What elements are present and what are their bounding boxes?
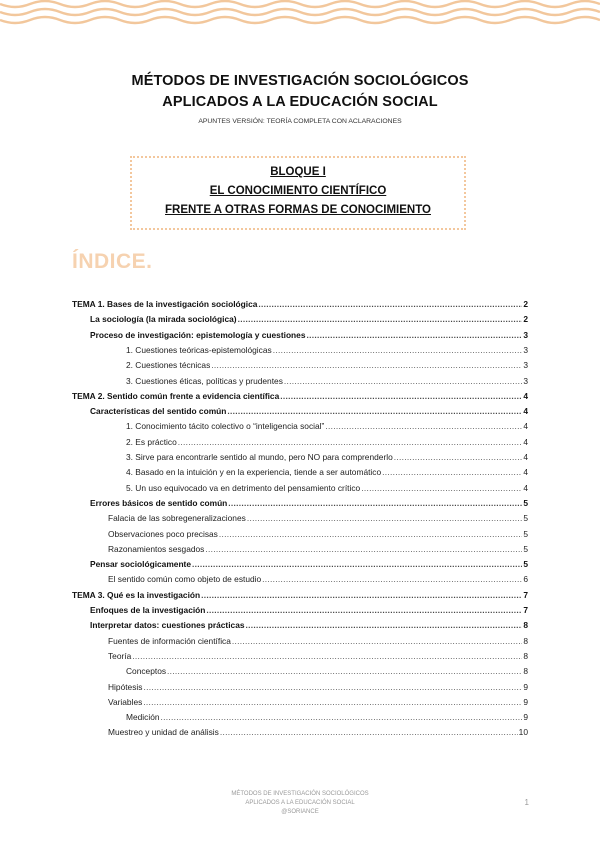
toc-entry-page: 8: [523, 650, 528, 661]
document-title-line1: MÉTODOS DE INVESTIGACIÓN SOCIOLÓGICOS: [131, 73, 469, 89]
toc-leader-dots: [205, 544, 522, 554]
toc-entry-page: 5: [523, 513, 528, 524]
toc-leader-dots: [228, 498, 522, 508]
toc-entry-label: Razonamientos sesgados: [108, 543, 205, 554]
toc-leader-dots: [325, 421, 522, 431]
bloque-box: [130, 156, 466, 230]
toc-entry[interactable]: [126, 437, 528, 447]
index-heading: ÍNDICE.: [72, 250, 153, 273]
toc-leader-dots: [211, 360, 522, 370]
toc-entry[interactable]: [108, 682, 528, 692]
toc-leader-dots: [232, 636, 522, 646]
toc-entry[interactable]: [108, 529, 528, 539]
toc-entry[interactable]: [126, 376, 528, 386]
toc-entry-label: 2. Cuestiones técnicas: [126, 360, 211, 371]
toc-entry-page: 5: [523, 559, 528, 570]
toc-entry-label: 4. Basado en la intuición y en la experiencia, tiende a ser automático: [126, 467, 382, 478]
toc-leader-dots: [143, 697, 522, 707]
toc-entry-label: Hipótesis: [108, 681, 143, 692]
toc-leader-dots: [238, 314, 523, 324]
toc-entry-page: 9: [523, 712, 528, 723]
footer-line1: MÉTODOS DE INVESTIGACIÓN SOCIOLÓGICOS: [231, 791, 369, 797]
toc-entry-label: Falacia de las sobregeneralizaciones: [108, 513, 246, 524]
toc-entry[interactable]: [108, 513, 528, 523]
page-number: 1: [524, 798, 529, 807]
toc-entry-label: Medición: [126, 712, 160, 723]
toc-leader-dots: [258, 299, 522, 309]
toc-leader-dots: [167, 666, 522, 676]
toc-entry-page: 7: [523, 589, 528, 600]
toc-entry-label: Errores básicos de sentido común: [90, 497, 228, 508]
toc-entry[interactable]: [72, 299, 528, 309]
toc-entry-label: TEMA 3. Qué es la investigación: [72, 589, 201, 600]
toc-entry-page: 6: [523, 574, 528, 585]
toc-entry-label: 3. Sirve para encontrarle sentido al mundo, pero NO para comprenderlo: [126, 452, 393, 462]
bloque-line2: EL CONOCIMIENTO CIENTÍFICO: [209, 185, 387, 197]
document-subtitle: APUNTES VERSIÓN: TEORÍA COMPLETA CON ACLARACIONES: [198, 118, 402, 125]
toc-entry-label: 5. Un uso equivocado va en detrimento del pensamiento crítico: [126, 482, 361, 493]
footer-line2: APLICADOS A LA EDUCACIÓN SOCIAL: [245, 800, 355, 806]
toc-entry-label: Teoría: [108, 650, 132, 661]
toc-entry-page: 4: [523, 390, 528, 401]
toc-entry[interactable]: [90, 605, 528, 615]
toc-leader-dots: [219, 529, 522, 539]
toc-entry[interactable]: [72, 590, 528, 600]
toc-entry-label: 1. Cuestiones teóricas-epistemológicas: [126, 344, 272, 355]
toc-entry-page: 8: [523, 635, 528, 646]
toc-entry-page: 3: [523, 360, 528, 371]
toc-leader-dots: [361, 483, 522, 493]
toc-entry-label: Muestreo y unidad de análisis: [108, 727, 219, 738]
toc-entry-label: TEMA 1. Bases de la investigación sociológica: [72, 299, 258, 309]
toc-entry-page: 4: [523, 421, 528, 432]
toc-entry-label: Características del sentido común: [90, 406, 227, 417]
toc-leader-dots: [273, 345, 523, 355]
toc-entry-page: 5: [523, 528, 528, 539]
toc-entry[interactable]: [126, 712, 528, 722]
toc-entry[interactable]: [90, 620, 528, 630]
toc-leader-dots: [161, 712, 523, 722]
toc-entry-page: 3: [523, 329, 528, 340]
toc-leader-dots: [192, 559, 522, 569]
toc-entry[interactable]: [90, 314, 528, 324]
toc-entry[interactable]: [126, 421, 528, 431]
toc-entry-page: 4: [523, 482, 528, 493]
footer-line3: @SORIANCE: [281, 809, 319, 815]
toc-leader-dots: [382, 467, 522, 477]
toc-entry-label: El sentido común como objeto de estudio: [108, 574, 262, 585]
bloque-line3: FRENTE A OTRAS FORMAS DE CONOCIMIENTO: [165, 204, 431, 216]
toc-leader-dots: [280, 391, 522, 401]
toc-entry[interactable]: [108, 697, 528, 707]
toc-entry-page: 3: [523, 344, 528, 355]
toc-entry[interactable]: [108, 636, 528, 646]
toc-entry-page: 5: [523, 543, 528, 554]
toc-entry-label: Enfoques de la investigación: [90, 605, 206, 615]
toc-leader-dots: [201, 590, 522, 600]
bloque-line1: BLOQUE I: [270, 166, 326, 178]
toc-leader-dots: [178, 437, 523, 447]
toc-leader-dots: [247, 513, 523, 523]
toc-leader-dots: [262, 574, 522, 584]
toc-entry[interactable]: [126, 360, 528, 370]
toc-entry-page: 7: [523, 605, 528, 615]
toc-entry-label: Conceptos: [126, 666, 167, 677]
toc-leader-dots: [206, 605, 522, 615]
toc-leader-dots: [246, 620, 523, 630]
toc-entry[interactable]: [126, 467, 528, 477]
toc-entry-label: Variables: [108, 696, 143, 707]
toc-entry[interactable]: [90, 498, 528, 508]
toc-entry[interactable]: [126, 666, 528, 676]
document-title-line2: APLICADOS A LA EDUCACIÓN SOCIAL: [162, 94, 438, 110]
toc-entry-label: 1. Conocimiento tácito colectivo o “inteligencia social”: [126, 421, 325, 432]
toc-leader-dots: [143, 682, 522, 692]
toc-entry[interactable]: [108, 651, 528, 661]
toc-leader-dots: [284, 376, 522, 386]
toc-entry[interactable]: [126, 452, 528, 462]
toc-entry[interactable]: [126, 483, 528, 493]
toc-entry-page: 4: [523, 406, 528, 417]
toc-entry-page: 9: [523, 696, 528, 707]
toc-entry-page: 8: [523, 666, 528, 677]
toc-entry[interactable]: [108, 544, 528, 554]
toc-entry-label: 3. Cuestiones éticas, políticas y prudentes: [126, 375, 283, 386]
toc-entry-page: 4: [523, 436, 528, 447]
toc-entry-page: 9: [523, 681, 528, 692]
toc-entry-page: 2: [523, 299, 528, 309]
toc-entry-label: Fuentes de información científica: [108, 635, 231, 646]
toc-leader-dots: [132, 651, 522, 661]
toc-entry-label: Pensar sociológicamente: [90, 559, 192, 570]
toc-entry[interactable]: [90, 406, 528, 416]
toc-entry-label: Proceso de investigación: epistemología y cuestiones: [90, 329, 306, 340]
toc-entry[interactable]: [90, 559, 528, 569]
toc-entry[interactable]: [126, 345, 528, 355]
toc-leader-dots: [307, 330, 523, 340]
toc-entry-page: 8: [523, 620, 528, 631]
toc-entry-page: 3: [523, 375, 528, 386]
toc-entry-page: 5: [523, 497, 528, 508]
toc-entry-label: Interpretar datos: cuestiones prácticas: [90, 620, 245, 631]
toc-entry-label: TEMA 2. Sentido común frente a evidencia científica: [72, 390, 280, 401]
toc-leader-dots: [227, 406, 522, 416]
toc-entry-page: 10: [518, 727, 528, 738]
toc-entry[interactable]: [90, 330, 528, 340]
toc-leader-dots: [220, 727, 518, 737]
toc-entry[interactable]: [108, 574, 528, 584]
toc-entry-label: La sociología (la mirada sociológica): [90, 314, 237, 325]
toc-entry-page: 2: [523, 314, 528, 325]
toc-leader-dots: [394, 452, 523, 462]
wave-decoration: [0, 0, 600, 40]
toc-entry-page: 4: [523, 452, 528, 462]
toc-entry[interactable]: [108, 727, 528, 737]
toc-entry-label: Observaciones poco precisas: [108, 528, 218, 539]
toc-entry[interactable]: [72, 391, 528, 401]
toc-entry-page: 4: [523, 467, 528, 478]
toc-entry-label: 2. Es práctico: [126, 436, 177, 447]
